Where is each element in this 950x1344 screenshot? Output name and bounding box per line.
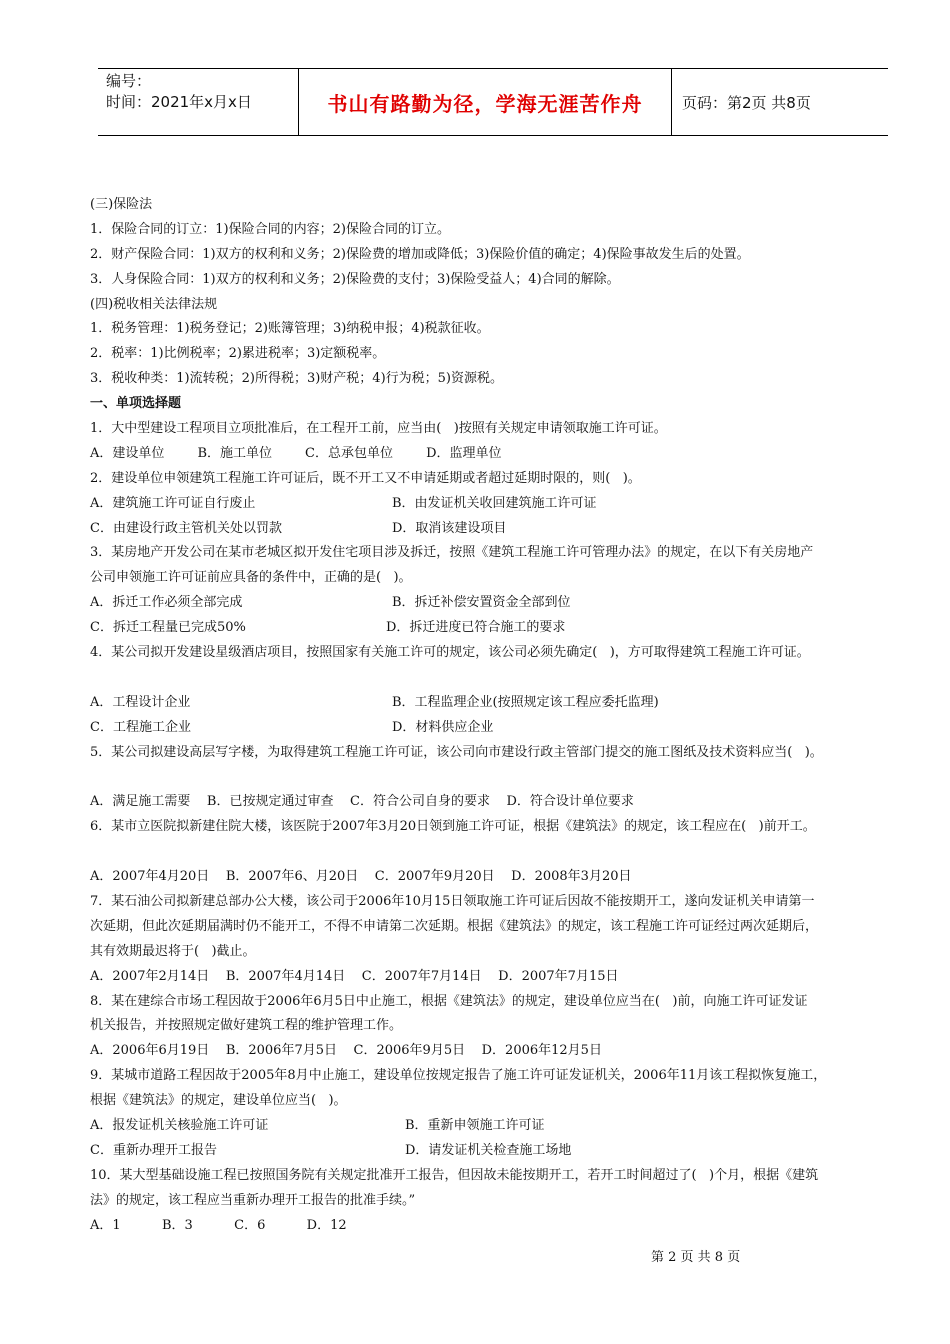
text-line: 2．税率：1)比例税率；2)累进税率；3)定额税率。 — [90, 346, 386, 362]
question-3-options-row1 — [90, 591, 912, 616]
header-meta — [98, 69, 299, 135]
spacer — [90, 666, 912, 691]
question-2: 2．建设单位申领建筑工程施工许可证后，既不开工又不申请延期或者超过延期时限的，则( )。 — [90, 470, 641, 486]
question-10-line-1: 10．某大型基础设施工程已按照国务院有关规定批准开工报告，但因故未能按期开工，若开工时间超过了( )个月，根据《建筑 — [90, 1167, 819, 1183]
question-9-options-row2 — [90, 1139, 912, 1164]
document-number: 编号： — [106, 72, 152, 90]
question-4-options-row1 — [90, 691, 912, 716]
option-a: A．建筑施工许可证自行废止 — [90, 495, 256, 511]
text-line: 2．财产保险合同：1)双方的权利和义务；2)保险费的增加或降低；3)保险价值的确定；4)保险事故发生后的处置。 — [90, 246, 750, 262]
section-heading: (四)税收相关法律法规 — [90, 296, 218, 312]
option-a: A．报发证机关核验施工许可证 — [90, 1117, 269, 1133]
question-1-options: A．建设单位 B．施工单位 C．总承包单位 D．监理单位 — [90, 445, 502, 461]
question-2-options-row2 — [90, 517, 912, 542]
document-time: 时间：2021年x月x日 — [106, 93, 252, 111]
question-10-line-2: 法》的规定，该工程应当重新办理开工报告的批准手续。” — [90, 1192, 416, 1208]
text-line: 3．人身保险合同：1)双方的权利和义务；2)保险费的支付；3)保险受益人；4)合同的解除。 — [90, 271, 620, 287]
text-line: 1．税务管理：1)税务登记；2)账簿管理；3)纳税申报；4)税款征收。 — [90, 321, 490, 337]
question-7-line-2: 次延期，但此次延期届满时仍不能开工，不得不申请第二次延期。根据《建筑法》的规定，该工程施工许可证经过两次延期后， — [90, 918, 819, 934]
question-9-options-row1 — [90, 1114, 912, 1139]
question-10-options: A．1 B．3 C．6 D．12 — [90, 1217, 347, 1233]
page-header — [98, 68, 888, 136]
option-d: D．材料供应企业 — [392, 719, 494, 735]
question-9-line-2: 根据《建筑法》的规定，建设单位应当( )。 — [90, 1093, 347, 1109]
section-heading: (三)保险法 — [90, 197, 153, 212]
question-3-options-row2 — [90, 616, 912, 641]
option-a: A．拆迁工作必须全部完成 — [90, 595, 243, 611]
question-6-options: A．2007年4月20日 B．2007年6、月20日 C．2007年9月20日 D．2008年3月20日 — [90, 869, 632, 885]
option-b: B．由发证机关收回建筑施工许可证 — [392, 495, 597, 511]
question-2-options-row1 — [90, 492, 912, 517]
header-page-number: 页码：第2页 共8页 — [682, 93, 811, 112]
option-b: B．重新申领施工许可证 — [405, 1117, 545, 1133]
question-8-line-1: 8．某在建综合市场工程因故于2006年6月5日中止施工，根据《建筑法》的规定，建设单位应当在( )前，向施工许可证发证 — [90, 993, 808, 1009]
question-5: 5．某公司拟建设高层写字楼，为取得建筑工程施工许可证，该公司向市建设行政主管部门提交的施工图纸及技术资料应当( )。 — [90, 744, 823, 760]
text-line: 1．保险合同的订立：1)保险合同的内容；2)保险合同的订立。 — [90, 221, 450, 237]
text-line: 3．税收种类：1)流转税；2)所得税；3)财产税；4)行为税；5)资源税。 — [90, 371, 503, 387]
question-4: 4．某公司拟开发建设星级酒店项目，按照国家有关施工许可的规定，该公司必须先确定( )，方可取得建筑工程施工许可证。 — [90, 645, 810, 661]
option-b: B．拆迁补偿安置资金全部到位 — [392, 595, 571, 611]
option-d: D．取消该建设项目 — [392, 520, 507, 536]
header-motto: 书山有路勤为径，学海无涯苦作舟 — [299, 69, 672, 135]
question-7-line-1: 7．某石油公司拟新建总部办公大楼，该公司于2006年10月15日领取施工许可证后因故不能按期开工，遂向发证机关申请第一 — [90, 893, 815, 909]
question-9-line-1: 9．某城市道路工程因故于2005年8月中止施工，建设单位按规定报告了施工许可证发证机关，2006年11月该工程拟恢复施工， — [90, 1068, 827, 1084]
page-footer: 第 2 页 共 8 页 — [651, 1250, 741, 1265]
option-c: C．工程施工企业 — [90, 719, 191, 735]
spacer — [90, 840, 912, 865]
question-7-options: A．2007年2月14日 B．2007年4月14日 C．2007年7月14日 D．2007年7月15日 — [90, 968, 619, 984]
question-section-title: 一、单项选择题 — [90, 396, 182, 412]
question-8-line-2: 机关报告，并按照规定做好建筑工程的维护管理工作。 — [90, 1018, 403, 1034]
question-6: 6．某市立医院拟新建住院大楼，该医院于2007年3月20日领到施工许可证，根据《建筑法》的规定，该工程应在( )前开工。 — [90, 819, 816, 835]
question-3-line-1: 3．某房地产开发公司在某市老城区拟开发住宅项目涉及拆迁，按照《建筑工程施工许可管理办法》的规定，在以下有关房地产 — [90, 545, 814, 561]
option-c: C．拆迁工程量已完成50% — [90, 620, 246, 636]
option-d: D．请发证机关检查施工场地 — [405, 1142, 572, 1158]
question-1: 1．大中型建设工程项目立项批准后，在工程开工前，应当由( )按照有关规定申请领取施工许可证。 — [90, 421, 667, 437]
option-d: D．拆迁进度已符合施工的要求 — [386, 620, 566, 636]
question-5-options: A．满足施工需要 B．已按规定通过审查 C．符合公司自身的要求 D．符合设计单位要求 — [90, 794, 634, 810]
option-a: A．工程设计企业 — [90, 694, 191, 710]
option-c: C．重新办理开工报告 — [90, 1142, 217, 1158]
question-8-options: A．2006年6月19日 B．2006年7月5日 C．2006年9月5日 D．2006年12月5日 — [90, 1043, 602, 1059]
option-c: C．由建设行政主管机关处以罚款 — [90, 520, 282, 536]
option-b: B．工程监理企业(按照规定该工程应委托监理) — [392, 694, 659, 710]
question-4-options-row2 — [90, 716, 912, 741]
spacer — [90, 765, 912, 790]
question-3-line-2: 公司申领施工许可证前应具备的条件中，正确的是( )。 — [90, 570, 412, 586]
question-7-line-3: 其有效期最迟将于( )截止。 — [90, 943, 256, 959]
document-body — [90, 193, 912, 1238]
